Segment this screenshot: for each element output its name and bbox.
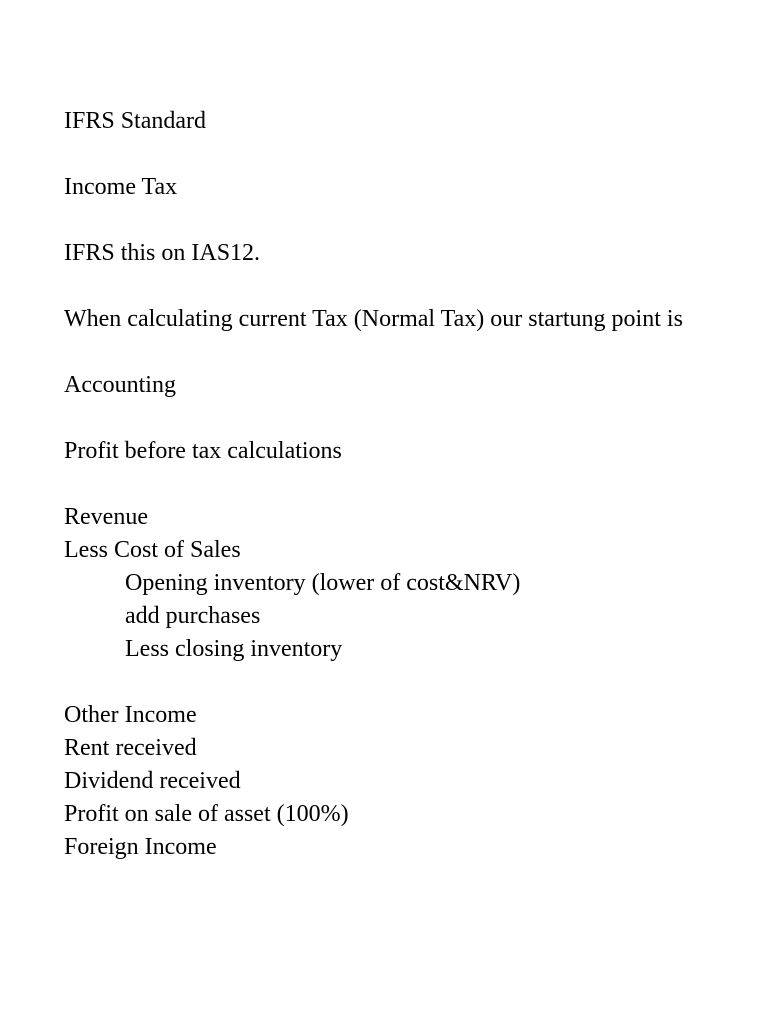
cost-item-closing-inventory: Less closing inventory bbox=[125, 636, 343, 662]
profit-heading: Profit before tax calculations bbox=[64, 438, 342, 464]
blank-line bbox=[64, 270, 690, 303]
document-body bbox=[64, 105, 690, 864]
document-heading: IFRS Standard bbox=[64, 108, 207, 134]
revenue-line: Revenue bbox=[64, 504, 148, 530]
blank-line bbox=[64, 336, 690, 369]
reference-line: IFRS this on IAS12. bbox=[64, 240, 261, 266]
blank-line bbox=[64, 204, 690, 237]
blank-line bbox=[64, 468, 690, 501]
cost-of-sales-label: Less Cost of Sales bbox=[64, 537, 241, 563]
income-item-dividend: Dividend received bbox=[64, 768, 241, 794]
blank-line bbox=[64, 138, 690, 171]
accounting-line: Accounting bbox=[64, 372, 176, 398]
blank-line bbox=[64, 402, 690, 435]
income-item-foreign: Foreign Income bbox=[64, 834, 217, 860]
intro-line: When calculating current Tax (Normal Tax) our startung point is bbox=[64, 306, 683, 332]
income-item-rent: Rent received bbox=[64, 735, 197, 761]
blank-line bbox=[64, 666, 690, 699]
topic-line: Income Tax bbox=[64, 174, 178, 200]
cost-item-opening-inventory: Opening inventory (lower of cost&NRV) bbox=[125, 570, 521, 596]
cost-item-purchases: add purchases bbox=[125, 603, 261, 629]
other-income-label: Other Income bbox=[64, 702, 197, 728]
income-item-asset-sale: Profit on sale of asset (100%) bbox=[64, 801, 349, 827]
